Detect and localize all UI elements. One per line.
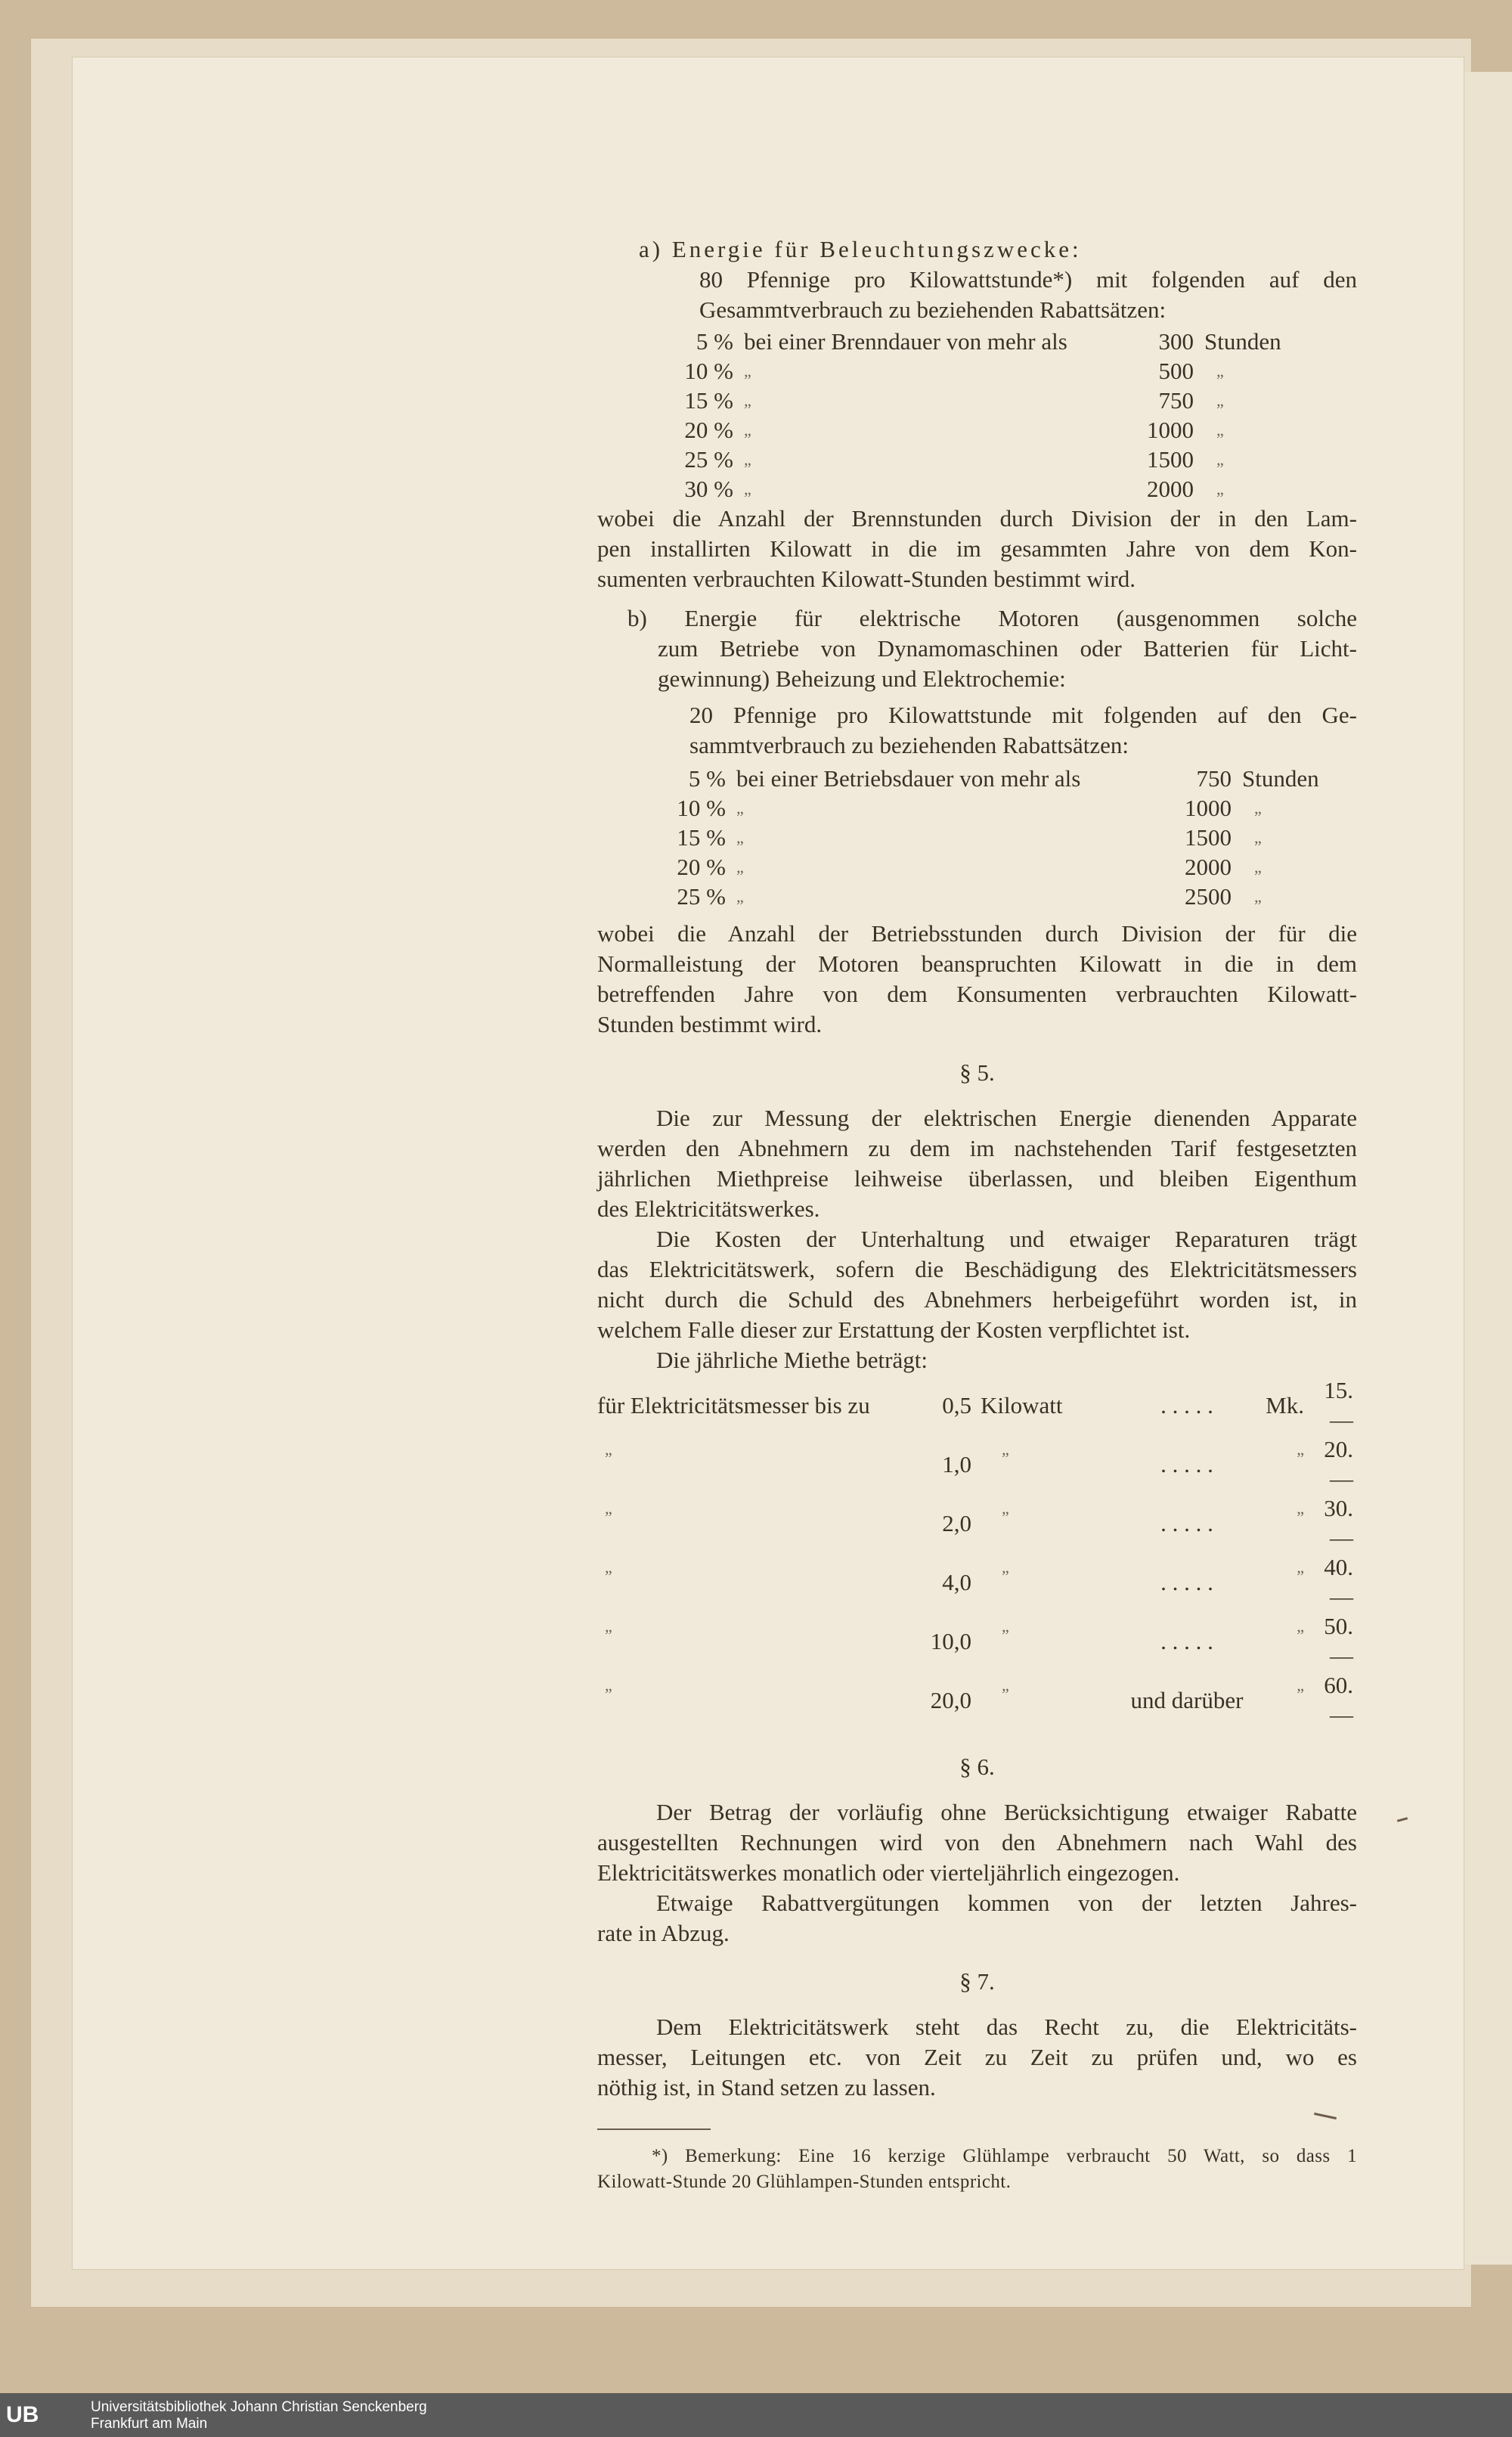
library-city: Frankfurt am Main [91,2416,208,2432]
section-b-intro-line: 20 Pfennige pro Kilowattstunde mit folgenden auf den Ge- [689,702,1357,728]
section-5-title: § 5. [959,1059,995,1086]
section-6-paragraph-line: rate in Abzug. [597,1920,730,1946]
ditto-mark: „ [1297,1440,1304,1459]
ditto-marks: „ [605,1558,726,1577]
section-b-after-line: betreffenden Jahre von dem Konsumenten verbrauchten Kilowatt- [597,981,1357,1007]
rate-row [665,882,1319,911]
rate-percent: 15 % [677,824,726,851]
section-5-paragraph-line: Die zur Messung der elektrischen Energie dienenden Apparate [656,1105,1357,1131]
rate-hours: 1000 [1147,417,1194,443]
rate-hours: 2000 [1185,854,1232,880]
rate-hours: 750 [1158,387,1194,414]
rate-hours: 1000 [1185,795,1232,821]
rent-row [597,1434,1353,1493]
rent-kilowatt: 2,0 [942,1509,971,1536]
rate-percent: 25 % [684,446,733,473]
rent-price: 60.— [1324,1672,1353,1728]
rent-row [597,1375,1353,1434]
rate-hours: 300 [1158,328,1194,355]
rent-kilowatt: 0,5 [942,1391,971,1418]
rate-unit: Stunden [1242,765,1319,792]
section-b-heading: b) Energie für elektrische Motoren (ausgenommen solche [627,605,1357,631]
section-b-intro-line: sammtverbrauch zu beziehenden Rabattsätzen: [689,732,1129,758]
section-6-paragraph-line: Der Betrag der vorläufig ohne Berücksichtigung etwaiger Rabatte [656,1799,1357,1825]
rate-percent: 30 % [684,476,733,502]
document-text [597,234,1357,2195]
library-footer-bar [0,2393,1512,2437]
ditto-mark: „ [1216,391,1224,410]
rate-row [680,386,1281,415]
rent-row [597,1611,1353,1670]
ditto-mark: „ [1216,479,1224,498]
motor-rate-table [665,764,1319,911]
rent-leader: . . . . . [1160,1450,1213,1477]
ditto-mark: „ [1254,887,1262,906]
section-5-paragraph-line: jährlichen Miethpreise leihweise überlassen, und bleiben Eigenthum [597,1165,1357,1192]
ditto-mark: „ [1002,1499,1009,1518]
rate-hours: 500 [1158,358,1194,384]
rate-condition: bei einer Brenndauer von mehr als [744,328,1067,355]
ditto-mark: „ [1297,1499,1304,1518]
rent-row [597,1493,1353,1552]
footnote-rule [597,2128,711,2130]
rate-percent: 15 % [684,387,733,414]
ditto-marks: „ [744,391,797,410]
rate-condition: bei einer Betriebsdauer von mehr als [736,765,1081,792]
rent-label: für Elektricitätsmesser bis zu [597,1391,870,1418]
section-5-paragraph-line: welchem Falle dieser zur Erstattung der Kosten verpflichtet ist. [597,1316,1191,1343]
rate-percent: 5 % [696,328,733,355]
ditto-marks: „ [605,1676,726,1694]
rate-percent: 5 % [688,765,726,792]
section-7-paragraph-line: Dem Elektricitätswerk steht das Recht zu, die Elektricitäts- [656,2014,1357,2040]
section-5-paragraph-line: des Elektricitätswerkes. [597,1195,820,1222]
rate-percent: 20 % [677,854,726,880]
rate-hours: 2500 [1185,883,1232,910]
rate-row [665,852,1319,882]
section-b-heading: gewinnung) Beheizung und Elektrochemie: [658,665,1066,692]
rate-row [680,327,1281,356]
ditto-mark: „ [1002,1617,1009,1636]
library-logo: UB [6,2402,39,2427]
ditto-mark: „ [1002,1558,1009,1577]
rent-price: 40.— [1324,1554,1353,1610]
section-a-after-line: sumenten verbrauchten Kilowatt-Stunden bestimmt wird. [597,566,1136,592]
ditto-mark: „ [1297,1617,1304,1636]
section-b-heading: zum Betriebe von Dynamomaschinen oder Batterien für Licht- [658,635,1357,662]
lighting-rate-table [680,327,1281,504]
section-5-paragraph-line: werden den Abnehmern zu dem im nachstehenden Tarif festgesetzten [597,1135,1357,1161]
ditto-marks: „ [736,798,789,817]
rent-leader: . . . . . [1160,1509,1213,1536]
section-a-intro-line: 80 Pfennige pro Kilowattstunde*) mit folgenden auf den [699,266,1357,293]
section-6-paragraph-line: Elektricitätswerkes monatlich oder vierteljährlich eingezogen. [597,1859,1180,1886]
ditto-mark: „ [1002,1676,1009,1694]
rent-unit: Kilowatt [981,1391,1063,1418]
section-a-intro-line: Gesammtverbrauch zu beziehenden Rabattsätzen: [699,296,1167,323]
section-7-title: § 7. [959,1968,995,1995]
ditto-mark: „ [1297,1558,1304,1577]
rent-currency: Mk. [1266,1391,1304,1418]
rate-hours: 2000 [1147,476,1194,502]
section-a-heading: a) Energie für Beleuchtungszwecke: [639,236,1082,262]
ditto-mark: „ [1254,798,1262,817]
rate-row [680,415,1281,445]
ditto-marks: „ [744,450,797,469]
section-b-after-line: Normalleistung der Motoren beanspruchten Kilowatt in die in dem [597,950,1357,977]
rent-row [597,1670,1353,1729]
ditto-marks: „ [605,1440,726,1459]
rent-kilowatt: 20,0 [930,1686,971,1713]
rent-price: 50.— [1324,1613,1353,1669]
rate-hours: 1500 [1147,446,1194,473]
rent-price: 30.— [1324,1495,1353,1551]
rate-unit: Stunden [1204,328,1281,355]
ditto-mark: „ [1216,450,1224,469]
rent-leader: . . . . . [1160,1627,1213,1654]
rate-hours: 1500 [1185,824,1232,851]
rent-intro: Die jährliche Miethe beträgt: [656,1347,928,1373]
rate-row [680,356,1281,386]
rent-row [597,1552,1353,1611]
rent-leader: . . . . . [1160,1568,1213,1595]
ditto-marks: „ [605,1617,726,1636]
ditto-mark: „ [1002,1440,1009,1459]
rate-row [665,764,1319,793]
rate-percent: 25 % [677,883,726,910]
section-6-paragraph-line: Etwaige Rabattvergütungen kommen von der letzten Jahres- [656,1890,1357,1916]
section-6-paragraph-line: ausgestellten Rechnungen wird von den Abnehmern nach Wahl des [597,1829,1357,1856]
footnote-line: Kilowatt-Stunde 20 Glühlampen-Stunden entspricht. [597,2172,1012,2192]
rent-kilowatt: 4,0 [942,1568,971,1595]
section-b-after-line: wobei die Anzahl der Betriebsstunden durch Division der für die [597,920,1357,947]
ditto-marks: „ [736,828,789,847]
ditto-marks: „ [736,857,789,876]
section-7-paragraph-line: messer, Leitungen etc. von Zeit zu Zeit zu prüfen und, wo es [597,2044,1357,2070]
ditto-marks: „ [605,1499,726,1518]
rent-leader: und darüber [1130,1686,1244,1713]
ditto-mark: „ [1254,857,1262,876]
ditto-marks: „ [744,361,797,380]
rate-row [680,445,1281,474]
ditto-mark: „ [1254,828,1262,847]
section-6-title: § 6. [959,1753,995,1780]
meter-rent-table [597,1375,1353,1729]
section-5-paragraph-line: das Elektricitätswerk, sofern die Beschädigung des Elektricitätsmessers [597,1256,1357,1282]
rate-row [665,823,1319,852]
ditto-marks: „ [744,479,797,498]
rent-leader: . . . . . [1160,1391,1213,1418]
rate-hours: 750 [1196,765,1232,792]
rent-kilowatt: 1,0 [942,1450,971,1477]
rent-price: 20.— [1324,1436,1353,1492]
ditto-mark: „ [1297,1676,1304,1694]
section-5-paragraph-line: nicht durch die Schuld des Abnehmers herbeigeführt worden ist, in [597,1286,1357,1313]
section-5-paragraph-line: Die Kosten der Unterhaltung und etwaiger Reparaturen trägt [656,1226,1357,1252]
section-b-after-line: Stunden bestimmt wird. [597,1011,823,1037]
section-7-paragraph-line: nöthig ist, in Stand setzen zu lassen. [597,2074,936,2101]
rate-percent: 10 % [677,795,726,821]
library-credit [91,2399,427,2432]
rent-kilowatt: 10,0 [930,1627,971,1654]
rate-percent: 20 % [684,417,733,443]
section-a-after-line: pen installirten Kilowatt in die im gesammten Jahre von dem Kon- [597,535,1357,562]
ditto-marks: „ [736,887,789,906]
footnote-line: *) Bemerkung: Eine 16 kerzige Glühlampe verbraucht 50 Watt, so dass 1 [652,2146,1357,2166]
ditto-mark: „ [1216,361,1224,380]
rate-row [665,793,1319,823]
rate-row [680,474,1281,504]
paper-edge-right [1459,72,1512,2265]
ditto-marks: „ [744,420,797,439]
section-a-after-line: wobei die Anzahl der Brennstunden durch Division der in den Lam- [597,505,1357,532]
rent-price: 15.— [1324,1377,1353,1433]
library-name: Universitätsbibliothek Johann Christian Senckenberg [91,2399,427,2415]
ditto-mark: „ [1216,420,1224,439]
rate-percent: 10 % [684,358,733,384]
